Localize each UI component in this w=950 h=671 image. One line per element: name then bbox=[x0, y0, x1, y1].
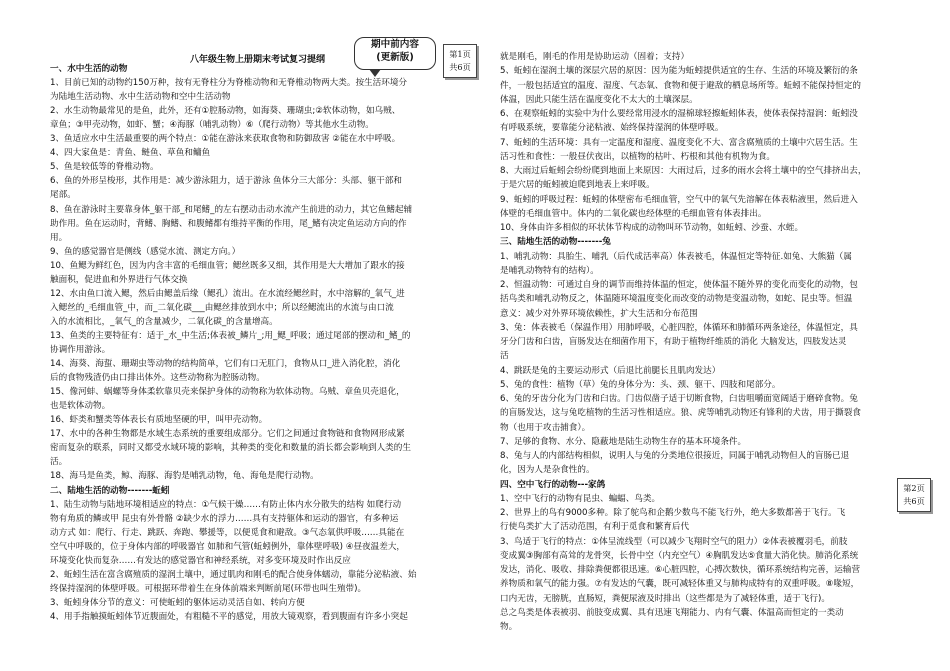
right-text-line: 1、哺乳动物：具胎生、哺乳（后代成活率高）体表被毛，体温恒定等特征.如兔、大熊猫（属 bbox=[500, 251, 852, 262]
right-text-line: 5、蚯蚓在湿润土壤的深层穴居的原因：因为能为蚯蚓提供适宜的生存、生活的环境及繁衍的条 bbox=[500, 66, 858, 77]
left-text-line: 6、鱼的外形呈梭形，其作用是：减少游泳阻力，适于游泳 鱼体分三大部分：头部、躯干部和 bbox=[50, 176, 402, 187]
left-text-line: 为陆地生活动物、水中生活动物和空中生活动物 bbox=[50, 92, 231, 103]
right-text-line: 发达，消化、吸收、排除粪便都很迅速。⑥心脏四腔，心搏次数快，循环系统结构完善，运输营 bbox=[500, 565, 861, 575]
right-text-line: 2、世界上的鸟有9000多种。除了鸵鸟和企鹅少数鸟不能飞行外，绝大多数都善于飞行。飞 bbox=[500, 508, 846, 518]
right-text-line: 1、空中飞行的动物有昆虫、蝙蝠、鸟类。 bbox=[500, 493, 661, 504]
page-number-total: 共6页 bbox=[449, 62, 471, 72]
right-text-line: 2、恒温动物：可通过自身的调节而维持体温的恒定，使体温不随外界的变化而变化的动物，包 bbox=[500, 280, 858, 290]
right-text-line: 就是刚毛，刚毛的作用是协助运动（固着；支持） bbox=[500, 52, 690, 62]
left-text-line: 尾部。 bbox=[50, 190, 76, 201]
left-text-line: 入鳃丝的_毛细血管_中，而_二氧化碳___由鳃丝排放到水中；所以经鳃流出的水流与由口流 bbox=[50, 302, 394, 313]
right-text-line: 是哺乳动物特有的结构）。 bbox=[500, 265, 599, 276]
left-text-line: 空气中呼吸的，位于身体内部的呼吸器官 如肺和气管(蚯蚓例外，靠体壁呼吸) ④昼夜温差大， bbox=[50, 541, 406, 552]
callout-line-2: (更新版) bbox=[376, 52, 414, 63]
right-text-line: 活习性和食性：一般昼伏夜出，以植物的枯叶、朽根和其他有机物为食。 bbox=[500, 151, 776, 162]
left-text-line: 17、水中的各种生物都是水域生态系统的重要组成部分。它们之间通过食物链和食物网形成紧 bbox=[50, 429, 405, 440]
right-text-line: 3、兔：体表被毛（保温作用）用肺呼吸，心脏四腔，体循环和肺循环两条途径，体温恒定，具 bbox=[500, 322, 858, 333]
left-text-line: 助作用。鱼在运动时，背鳍、胸鳍、和腹鳍都有维持平衡的作用，尾_鳍有决定鱼运动方向的作 bbox=[50, 218, 407, 229]
left-text-line: 3、蚯蚓身体分节的意义：可使蚯蚓的躯体运动灵活自如、转向方便 bbox=[50, 597, 305, 608]
right-text-line: 8、兔与人的内部结构相似，说明人与兔的分类地位很接近，同属于哺乳动物但人的盲肠已退 bbox=[500, 451, 850, 461]
right-text-line: 7、足够的食物、水分、隐蔽地是陆生动物生存的基本环境条件。 bbox=[500, 436, 747, 447]
right-text-line: 7、蚯蚓的生活环境：具有一定温度和湿度、温度变化不大、富含腐殖质的土壤中穴居生活。生 bbox=[500, 137, 858, 148]
left-text-line: 1、目前已知的动物约150万种，按有无脊柱分为脊椎动物和无脊椎动物两大类。按生活环境分 bbox=[50, 78, 408, 89]
left-text-line: 也是软体动物。 bbox=[50, 401, 111, 412]
left-text-line: 14、海葵、海蜇、珊瑚虫等动物的结构简单，它们有口无肛门，食物从口_进入消化腔，消化 bbox=[50, 359, 401, 370]
right-text-line: 4、跳跃是兔的主要运动形式（后退比前腿长且肌肉发达） bbox=[500, 365, 721, 376]
left-text-line: 活。 bbox=[50, 457, 68, 468]
left-text-line: 3、鱼适应水中生活最重要的两个特点：①能在游泳来获取食物和防御敌害 ②能在水中呼吸。 bbox=[50, 134, 401, 145]
right-text-line: 括鸟类和哺乳动物反之，体温随环境温度变化而改变的动物是变温动物，如蛇、昆虫等。恒温 bbox=[500, 294, 853, 305]
section-heading: 三、陆地生活的动物-------兔 bbox=[500, 237, 611, 248]
left-text-line: 18、海马是鱼类，鲸、海豚、海豹是哺乳动物，龟、海龟是爬行动物。 bbox=[50, 471, 319, 482]
right-text-line: 件，一般包括适宜的温度、湿度、气态氧、食物和便于避敌的栖息场所等。蚯蚓不能保持恒定的 bbox=[500, 80, 861, 91]
right-text-line: 牙分门齿和臼齿，盲肠发达在细菌作用下，有助于植物纤维质的消化 大脑发达，四肢发达灵 bbox=[500, 337, 847, 347]
left-text-line: 2、蚯蚓生活在富含腐殖质的湿润土壤中，通过肌肉和刚毛的配合使身体蠕动，靠能分泌粘液、始 bbox=[50, 569, 417, 580]
right-text-line: 行使鸟类扩大了活动范围，有利于觅食和繁育后代 bbox=[500, 522, 690, 533]
left-text-line: 13、鱼类的主要特征有：适于_水_中生活;体表被_鳞片_;用_鳃_呼吸；通过尾部的摆动和_鳍_的 bbox=[50, 330, 411, 341]
left-text-line: 触面积，促进血和外界进行气体交换 bbox=[50, 274, 188, 285]
left-text-line: 12、水由鱼口流入鳃，然后由鳃盖后缘（鳃孔）流出。在水流经鳃丝时，水中溶解的_氧气_进 bbox=[50, 288, 405, 299]
left-text-line: 章鱼；③甲壳动物，如虾、蟹；④海豚（哺乳动物）⑥（爬行动物）等其他水生动物。 bbox=[50, 120, 374, 131]
page-number-current: 第1页 bbox=[449, 49, 471, 59]
page-number-box-top bbox=[443, 44, 477, 78]
right-text-line: 体温，因此只能生活在温度变化不太大的土壤深层。 bbox=[500, 94, 698, 105]
left-text-line: 环境变化快而复杂……有发达的感觉器官和神经系统，对多变环境及时作出反应 bbox=[50, 555, 351, 566]
right-text-line: 3、鸟适于飞行的特点：①体呈流线型（可以减少飞翔时空气的阻力）②体表被覆羽毛，前肢 bbox=[500, 536, 848, 547]
right-text-line: 物（也用于攻击捕食）。 bbox=[500, 422, 591, 433]
right-text-line: 体壁的毛细血管中。体内的二氧化碳也经体壁的毛细血管有体表排出。 bbox=[500, 208, 767, 219]
right-text-line: 养物质和氧气的能力强。⑦有发达的气囊，既可减轻体重又与肺构成特有的双重呼吸。⑧喙短， bbox=[500, 579, 860, 590]
callout-line-1: 期中前内容 bbox=[371, 39, 419, 50]
left-text-line: 2、水生动物最常见的是鱼，此外，还有①腔肠动物，如海葵、珊瑚虫;②软体动物，如乌贼、 bbox=[50, 106, 401, 117]
left-text-line: 4、用手指触摸蚯蚓体节近腹面处，有粗糙不平的感觉，用放大镜观察，看到腹面有许多小突起 bbox=[50, 611, 408, 622]
callout-bubble bbox=[354, 37, 436, 70]
right-text-line: 总之鸟类是体表被羽、前肢变成翼、具有迅速飞翔能力、内有气囊、体温高而恒定的一类动 bbox=[500, 607, 844, 618]
left-text-line: 密而复杂的联系，同时又都受水域环境的影响，其种类的变化和数量的消长都会影响到人类的生 bbox=[50, 443, 411, 454]
right-text-line: 活 bbox=[500, 351, 509, 362]
right-text-line: 5、兔的食性：植物（草）兔的身体分为：头、颈、躯干、四肢和尾部分。 bbox=[500, 379, 781, 390]
right-text-line: 9、蚯蚓的呼吸过程：蚯蚓的体壁密布毛细血管，空气中的氧气先溶解在体表粘液里，然后进入 bbox=[500, 194, 858, 205]
right-text-line: 6、兔的牙齿分化为门齿和臼齿。门齿似凿子适于切断食物，臼齿咀嚼面宽阔适于磨碎食物。兔 bbox=[500, 394, 858, 404]
left-text-line: 16、虾类和蟹类等体表长有质地坚硬的甲，叫甲壳动物。 bbox=[50, 415, 268, 426]
left-text-line: 4、四大家鱼是：青鱼、鲢鱼、草鱼和鳙鱼 bbox=[50, 148, 211, 159]
section-heading: 二、陆地生活的动物-------蚯蚓 bbox=[50, 485, 170, 496]
right-text-line: 8、大雨过后蚯蚓会纷纷爬到地面上来原因：大雨过后，过多的雨水会将土壤中的空气排挤出去， bbox=[500, 166, 867, 176]
right-text-line: 物。 bbox=[500, 622, 518, 632]
left-text-line: 5、鱼是较低等的脊椎动物。 bbox=[50, 162, 159, 173]
right-text-line: 6、在观察蚯蚓的实验中为什么要经常用浸水的湿棉球轻擦蚯蚓体表，使体表保持湿润：蚯蚓没 bbox=[500, 109, 858, 119]
right-text-line: 于是穴居的蚯蚓被迫爬到地表上来呼吸。 bbox=[500, 180, 655, 191]
left-text-line: 1、陆生动物与陆地环境相适应的特点：①气候干燥……有防止体内水分散失的结构 如爬行动 bbox=[50, 499, 402, 510]
left-text-line: 用。 bbox=[50, 232, 68, 243]
right-text-line: 变成翼③胸部有高耸的龙骨突，长骨中空（内充空气）④胸肌发达⑤食量大消化快。肺消化系统 bbox=[500, 550, 859, 561]
right-text-line: 意义：减少对外界环境依赖性，扩大生活和分布范围 bbox=[500, 308, 698, 319]
right-text-line: 化，因为人是杂食性的。 bbox=[500, 465, 595, 476]
right-text-line: 口内无齿，无膀胱，直肠短，粪便尿液及时排出（这些都是为了减轻体重，适于飞行)。 bbox=[500, 593, 830, 604]
document-title: 八年级生物上册期末考试复习提纲 bbox=[190, 55, 326, 65]
section-heading: 四、空中飞行的动物---家鸽 bbox=[500, 479, 606, 490]
left-text-line: 动方式 如：爬行、行走、跳跃、奔跑、攀援等，以便觅食和避敌。③气态氧供呼吸……具能在 bbox=[50, 527, 405, 538]
left-text-line: 9、鱼的感觉器官是侧线（感觉水流、测定方向。） bbox=[50, 246, 241, 257]
left-text-line: 物有角质的鳞或甲 昆虫有外骨骼 ②缺少水的浮力……具有支持躯体和运动的器官，有多种运 bbox=[50, 513, 399, 524]
left-text-line: 后的食物残渣仍由口排出体外。这些动物称为腔肠动物。 bbox=[50, 373, 265, 384]
page-number-box-side bbox=[897, 478, 931, 512]
right-text-line: 有呼吸系统，要靠能分泌粘液、始终保持湿润的体壁呼吸。 bbox=[500, 123, 724, 134]
right-text-line: 的盲肠发达，这与兔吃植物的生活习性相适应。狼、虎等哺乳动物还有锋利的犬齿，用于撕裂食 bbox=[500, 408, 861, 419]
section-heading: 一、水中生活的动物 bbox=[50, 64, 128, 74]
right-text-line: 10、身体由许多相似的环状体节构成的动物叫环节动物，如蚯蚓、沙蚕、水蛭。 bbox=[500, 223, 804, 233]
left-text-line: 终保持湿润的体壁呼吸。可根据环带着生在身体前端来判断前尾(环带也叫生殖带)。 bbox=[50, 583, 367, 594]
left-text-line: 协调作用游泳。 bbox=[50, 345, 111, 355]
left-text-line: 8、鱼在游泳时主要靠身体_躯干部_和尾鳍_的左右摆动击动水流产生前进的动力，其它鱼鳍起辅 bbox=[50, 204, 413, 215]
left-text-line: 15、像河蚌、蜗螺等身体柔软靠贝壳来保护身体的动物称为软体动物。乌贼、章鱼贝壳退化， bbox=[50, 387, 405, 398]
page-number-current: 第2页 bbox=[903, 483, 925, 493]
page-number-total: 共6页 bbox=[903, 496, 925, 506]
left-text-line: 10、鱼鳃为鲜红色，因为内含丰富的毛细血管；鳃丝既多又细，其作用是大大增加了跟水的接 bbox=[50, 260, 405, 271]
left-text-line: 入的水流相比，_氧气_的含量减少，二氧化碳_的含量增高。 bbox=[50, 316, 278, 327]
